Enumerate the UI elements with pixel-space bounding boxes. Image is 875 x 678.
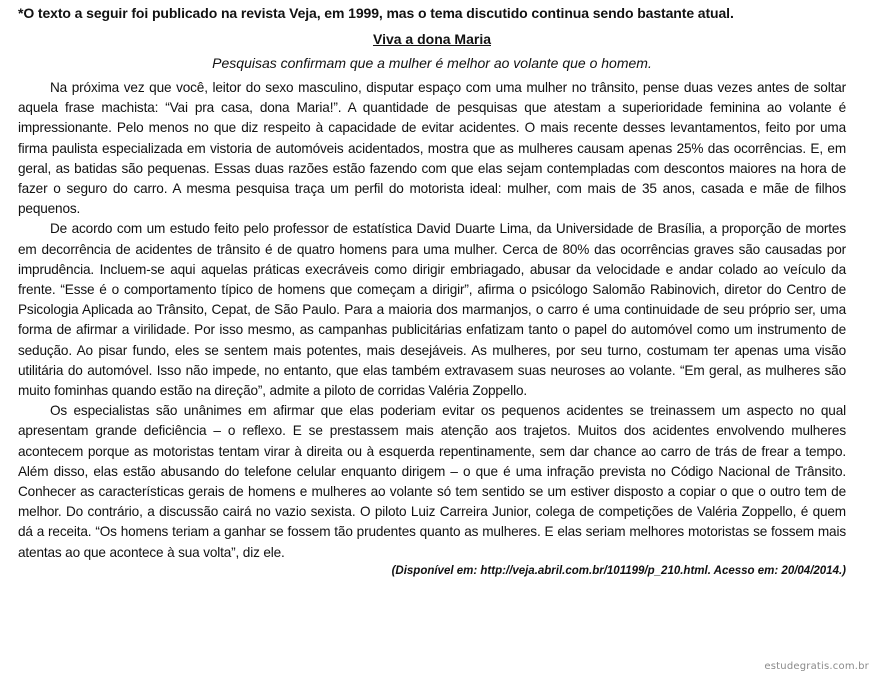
- intro-note: *O texto a seguir foi publicado na revista Veja, em 1999, mas o tema discutido continua sendo bastante atual.: [18, 5, 734, 21]
- site-watermark: estudegratis.com.br: [764, 661, 869, 672]
- document-page: [18, 0, 846, 579]
- article-subtitle: Pesquisas confirmam que a mulher é melhor ao volante que o homem.: [212, 55, 652, 71]
- paragraph-2: De acordo com um estudo feito pelo professor de estatística David Duarte Lima, da Universidade de Brasília, a proporção de mortes em decorrência de acidentes de trânsito é de quatro homens para uma mulher. Cerca de 80% das ocorrências graves são causadas por imprudência. Incluem-se aqui aquelas práticas execráveis como dirigir embriagado, abusar da velocidade e andar colado ao veículo da frente. “Esse é o comportamento típico de homens que começam a dirigir”, afirma o psicólogo Salomão Rabinovich, diretor do Centro de Psicologia Aplicada ao Trânsito, Cepat, de São Paulo. Para a maioria dos marmanjos, o carro é uma continuidade de seu próprio ser, uma forma de afirmar a virilidade. Por isso mesmo, as campanhas publicitárias enfatizam tanto o papel do automóvel como um instrumento de sedução. Ao pisar fundo, eles se sentem mais potentes, mais desejáveis. As mulheres, por seu turno, costumam ter apenas uma visão utilitária do automóvel. Isso não impede, no entanto, que elas também extravasem suas neuroses ao volante. “Em geral, as mulheres são muito fominhas quando estão na direção”, admite a piloto de corridas Valéria Zoppello.: [18, 221, 846, 399]
- article-title: Viva a dona Maria: [372, 31, 491, 47]
- source-citation: (Disponível em: http://veja.abril.com.br/101199/p_210.html. Acesso em: 20/04/2014.): [391, 564, 846, 577]
- paragraph-3: Os especialistas são unânimes em afirmar que elas poderiam evitar os pequenos acidentes se treinassem um aspecto no qual apresentam grande deficiência – o reflexo. E se prestassem mais atenção aos trajetos. Muitos dos acidentes envolvendo mulheres acontecem porque as motoristas tentam virar à direita ou à esquerda repentinamente, sem dar chance ao carro de trás de frear a tempo. Além disso, elas estão abusando do telefone celular enquanto dirigem – o que é uma infração prevista no Código Nacional de Trânsito. Conhecer as características gerais de homens e mulheres ao volante só tem sentido se um estiver disposto a copiar o que o outro tem de melhor. Do contrário, a discussão cairá no vazio sexista. O piloto Luiz Carreira Junior, colega de competições de Valéria Zoppello, é quem dá a receita. “Os homens teriam a ganhar se fossem tão prudentes quanto as mulheres. E elas seriam melhores motoristas se fossem mais atentas ao que acontece à sua volta”, diz ele.: [18, 403, 846, 560]
- article-body: [18, 78, 846, 563]
- paragraph-1: Na próxima vez que você, leitor do sexo masculino, disputar espaço com uma mulher no trânsito, pense duas vezes antes de soltar aquela frase machista: “Vai pra casa, dona Maria!”. A quantidade de pesquisas que atestam a superioridade feminina ao volante é impressionante. Pelo menos no que diz respeito à capacidade de evitar acidentes. O mais recente desses levantamentos, feito por uma firma paulista especializada em vistoria de automóveis acidentados, mostra que as mulheres causam apenas 25% das ocorrências. E, em geral, as batidas são pequenas. Essas duas razões estão fazendo com que elas sejam contempladas com descontos maiores na hora de fazer o seguro do carro. A mesma pesquisa traça um perfil do motorista ideal: mulher, com mais de 35 anos, casada e mãe de filhos pequenos.: [18, 80, 846, 217]
